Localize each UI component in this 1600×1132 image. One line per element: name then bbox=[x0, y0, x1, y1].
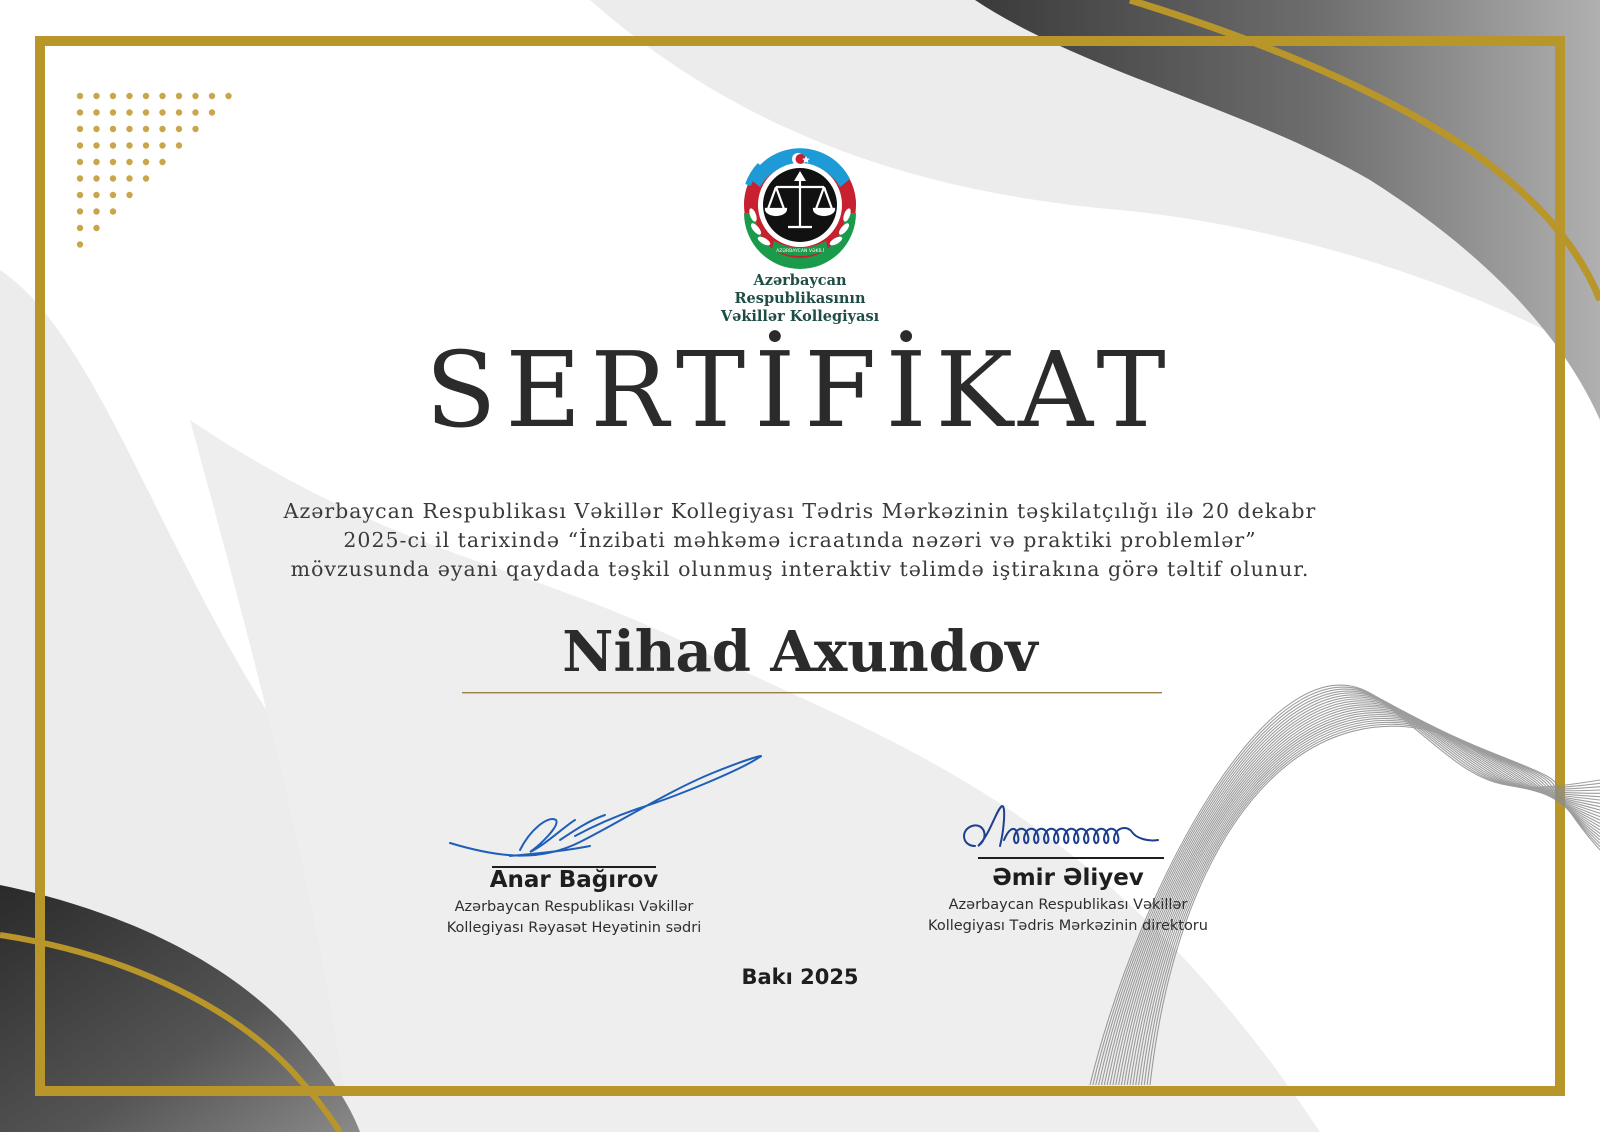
gold-dot bbox=[93, 225, 99, 231]
gold-dot bbox=[143, 159, 149, 165]
gold-dot bbox=[110, 208, 116, 214]
gold-dot bbox=[110, 126, 116, 132]
gold-dot bbox=[93, 109, 99, 115]
gold-dot bbox=[126, 126, 132, 132]
gold-dot bbox=[192, 126, 198, 132]
gold-dot bbox=[93, 142, 99, 148]
gold-dot bbox=[143, 175, 149, 181]
emblem-ring-text: AZƏRBAYCAN VƏKİLİ bbox=[776, 249, 824, 254]
gold-dot bbox=[159, 126, 165, 132]
gold-dot bbox=[126, 109, 132, 115]
gold-dot bbox=[159, 159, 165, 165]
organization-name bbox=[650, 272, 950, 326]
certificate-title: SERTİFİKAT bbox=[425, 329, 1175, 451]
signatory-1-role-line-2: Kollegiyası Rəyasət Heyətinin sədri bbox=[446, 920, 702, 936]
emblem-icon bbox=[744, 148, 856, 269]
signatory-2-role-line-1: Azərbaycan Respublikası Vəkillər bbox=[948, 897, 1188, 913]
recipient-underline bbox=[462, 692, 1162, 693]
gold-dot bbox=[126, 159, 132, 165]
gold-dot bbox=[192, 93, 198, 99]
body-line-1: Azərbaycan Respublikası Vəkillər Kollegiyası Tədris Mərkəzinin təşkilatçılığı ilə 20 dekabr bbox=[283, 499, 1317, 523]
gold-dot bbox=[77, 208, 83, 214]
signatory-2-role bbox=[858, 895, 1278, 937]
gold-dot bbox=[192, 109, 198, 115]
gold-dot bbox=[93, 126, 99, 132]
gold-dot bbox=[209, 93, 215, 99]
gold-dot bbox=[159, 93, 165, 99]
gold-dot bbox=[110, 192, 116, 198]
gold-dot bbox=[126, 175, 132, 181]
gold-dot bbox=[93, 159, 99, 165]
organization-line-2: Respublikasının bbox=[734, 290, 866, 307]
gold-dot bbox=[93, 192, 99, 198]
gold-dot bbox=[126, 192, 132, 198]
gold-dot bbox=[77, 175, 83, 181]
gold-dot bbox=[126, 93, 132, 99]
gold-dot bbox=[176, 109, 182, 115]
gold-dot bbox=[143, 93, 149, 99]
organization-line-1: Azərbaycan bbox=[753, 272, 847, 289]
gold-dot bbox=[77, 159, 83, 165]
gold-dot bbox=[126, 142, 132, 148]
gold-dot bbox=[143, 109, 149, 115]
gold-dot bbox=[77, 225, 83, 231]
gold-dot-pattern-icon bbox=[77, 93, 232, 248]
body-line-2: 2025-ci il tarixində “İnzibati məhkəmə icraatında nəzəri və praktiki problemlər” bbox=[343, 528, 1257, 552]
gold-dot bbox=[176, 142, 182, 148]
gold-dot bbox=[77, 109, 83, 115]
gold-dot bbox=[77, 142, 83, 148]
signatory-1-role bbox=[374, 897, 774, 939]
gold-dot bbox=[110, 142, 116, 148]
signatory-1-role-line-1: Azərbaycan Respublikası Vəkillər bbox=[454, 899, 694, 915]
gold-dot bbox=[77, 192, 83, 198]
gold-dot bbox=[77, 93, 83, 99]
gold-dot bbox=[110, 175, 116, 181]
gold-dot bbox=[77, 241, 83, 247]
gold-dot bbox=[110, 109, 116, 115]
gold-dot bbox=[209, 109, 215, 115]
signatory-2-role-line-2: Kollegiyası Tədris Mərkəzinin direktoru bbox=[928, 918, 1208, 934]
gold-dot bbox=[93, 175, 99, 181]
gold-dot bbox=[77, 126, 83, 132]
gold-dot bbox=[93, 93, 99, 99]
gold-dot bbox=[143, 142, 149, 148]
gold-dot bbox=[93, 208, 99, 214]
place-year: Bakı 2025 bbox=[741, 965, 859, 989]
organization-line-3: Vəkillər Kollegiyası bbox=[720, 308, 880, 325]
gold-dot bbox=[176, 93, 182, 99]
signatory-1-name: Anar Bağırov bbox=[489, 867, 659, 893]
gold-dot bbox=[159, 109, 165, 115]
signatory-2-name: Əmir Əliyev bbox=[992, 865, 1144, 891]
gold-dot bbox=[110, 93, 116, 99]
signature-line-2 bbox=[978, 857, 1164, 859]
certificate-body bbox=[200, 497, 1400, 584]
gold-dot bbox=[159, 142, 165, 148]
recipient-name: Nihad Axundov bbox=[562, 619, 1038, 685]
gold-dot bbox=[176, 126, 182, 132]
gold-dot bbox=[110, 159, 116, 165]
gold-dot bbox=[225, 93, 231, 99]
body-line-3: mövzusunda əyani qaydada təşkil olunmuş interaktiv təlimdə iştirakına görə təltif olunur. bbox=[290, 557, 1310, 581]
gold-dot bbox=[143, 126, 149, 132]
